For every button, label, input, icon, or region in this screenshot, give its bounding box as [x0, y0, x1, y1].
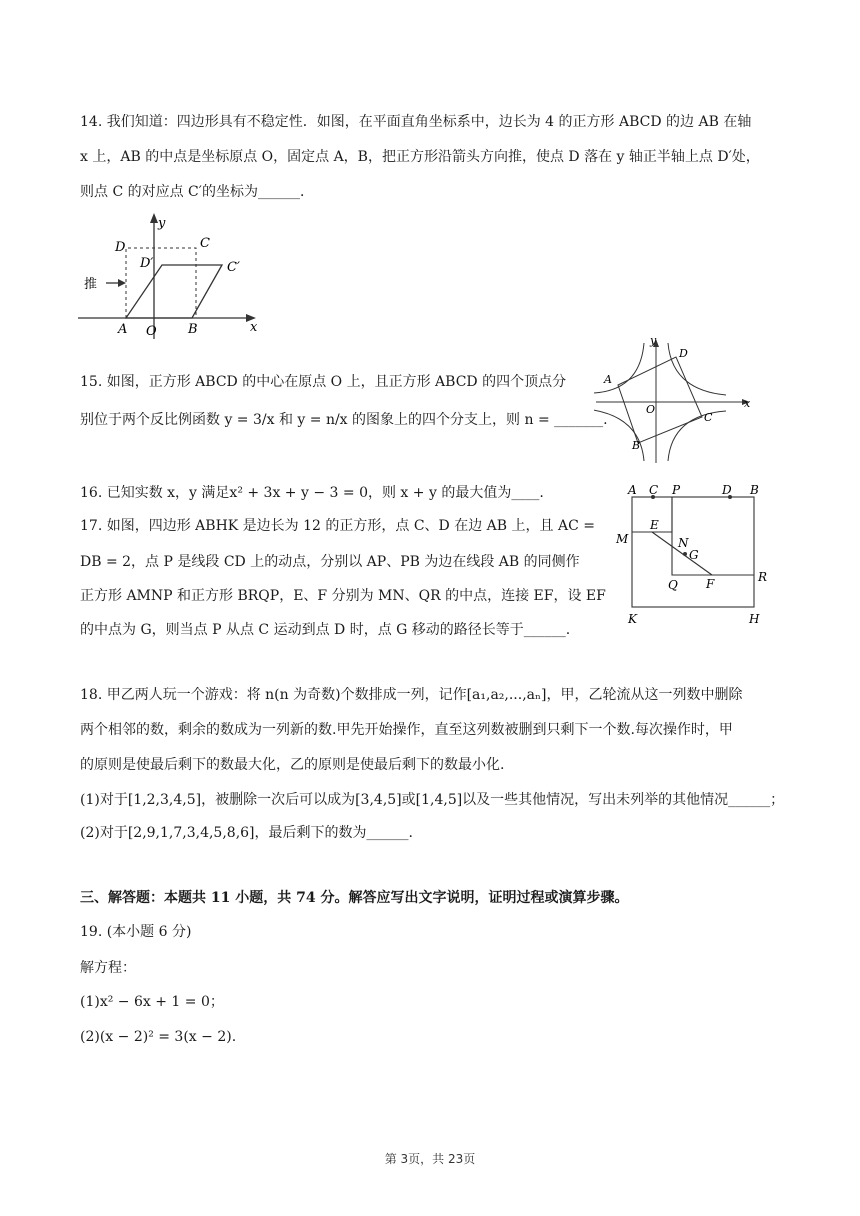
- q17-label-P: P: [672, 483, 681, 497]
- q19-line-2: 解方程：: [80, 960, 136, 976]
- q15-label-C: C: [704, 411, 713, 424]
- q14-label-push: 推: [84, 277, 98, 292]
- page-footer: 第 3页，共 23页: [384, 1152, 476, 1166]
- q14-label-C: C: [200, 236, 210, 251]
- q17-label-H: H: [749, 612, 760, 626]
- q17-label-E: E: [650, 518, 659, 532]
- q17-label-Q: Q: [668, 578, 678, 592]
- q18-line-1: 18. 甲乙两人玩一个游戏：将 n(n 为奇数)个数排成一列，记作[a₁,a₂,...,aₙ]，甲，乙轮流从这一列数中删除: [80, 687, 743, 703]
- q19-line-1: 19. (本小题 6 分): [80, 924, 192, 940]
- q17-figure: [612, 482, 772, 627]
- q14-label-C1: C′: [227, 260, 240, 275]
- q15-line-2: 别位于两个反比例函数 y = 3/x 和 y = n/x 的图象上的四个分支上，则 n = _______.: [80, 412, 608, 428]
- q17-line-1: 17. 如图，四边形 ABHK 是边长为 12 的正方形，点 C、D 在边 AB 上，且 AC =: [80, 518, 595, 534]
- q17-label-N: N: [678, 536, 689, 550]
- q14-label-D: D: [115, 240, 126, 255]
- q19-line-3: (1)x² − 6x + 1 = 0；: [80, 994, 224, 1010]
- q17-label-R: R: [758, 570, 768, 584]
- section3-title: 三、解答题：本题共 11 小题，共 74 分。解答应写出文字说明，证明过程或演算步骤。: [80, 890, 629, 906]
- q14-label-x: x: [250, 320, 258, 335]
- q14-label-B: B: [188, 322, 198, 337]
- q14-line-3: 则点 C 的对应点 C′的坐标为______．: [80, 184, 314, 200]
- q15-label-B: B: [632, 439, 641, 452]
- q14-label-D1: D′: [140, 256, 154, 271]
- q14-line-1: 14. 我们知道：四边形具有不稳定性．如图，在平面直角坐标系中，边长为 4 的正方形 ABCD 的边 AB 在轴: [80, 114, 752, 130]
- q14-label-A: A: [118, 322, 128, 337]
- q17-label-M: M: [616, 532, 629, 546]
- q14-label-O: O: [146, 324, 157, 339]
- q17-label-C: C: [649, 483, 659, 497]
- q15-label-A: A: [604, 373, 612, 386]
- q18-line-5: (2)对于[2,9,1,7,3,4,5,8,6]，最后剩下的数为______.: [80, 825, 413, 841]
- q17-label-A: A: [628, 483, 637, 497]
- q17-label-G: G: [689, 548, 699, 562]
- q17-line-4: 的中点为 G，则当点 P 从点 C 运动到点 D 时，点 G 移动的路径长等于______.: [80, 622, 571, 638]
- q16-line-1: 16. 已知实数 x，y 满足x² + 3x + y − 3 = 0，则 x + y 的最大值为____.: [80, 485, 544, 501]
- q18-line-2: 两个相邻的数，剩余的数成为一列新的数.甲先开始操作，直至这列数被删到只剩下一个数.每次操作时，甲: [80, 722, 733, 738]
- q17-label-K: K: [628, 612, 637, 626]
- q14-label-y: y: [158, 216, 166, 231]
- q15-label-x: x: [744, 397, 751, 410]
- q14-line-2: x 上，AB 的中点是坐标原点 O，固定点 A，B，把正方形沿箭头方向推，使点 D 落在 y 轴正半轴上点 D′处，: [80, 149, 760, 165]
- q17-line-2: DB = 2，点 P 是线段 CD 上的动点，分别以 AP、PB 为边在线段 AB 的同侧作: [80, 554, 580, 570]
- q17-label-B: B: [750, 483, 759, 497]
- q15-line-1: 15. 如图，正方形 ABCD 的中心在原点 O 上，且正方形 ABCD 的四个顶点分: [80, 374, 567, 390]
- q17-line-3: 正方形 AMNP 和正方形 BRQP，E、F 分别为 MN、QR 的中点，连接 EF，设 EF: [80, 588, 606, 604]
- q14-figure: [76, 205, 266, 345]
- q19-line-4: (2)(x − 2)² = 3(x − 2).: [80, 1029, 237, 1045]
- q18-line-4: (1)对于[1,2,3,4,5]，被删除一次后可以成为[3,4,5]或[1,4,5]以及一些其他情况，写出未列举的其他情况______；: [80, 792, 785, 808]
- q17-label-F: F: [706, 577, 715, 591]
- q15-label-y: y: [650, 335, 657, 347]
- q18-line-3: 的原则是使最后剩下的数最大化，乙的原则是使最后剩下的数最小化.: [80, 757, 505, 773]
- q17-label-D: D: [722, 483, 732, 497]
- q15-label-D: D: [679, 347, 688, 360]
- q15-figure: [594, 335, 754, 467]
- q15-label-O: O: [646, 403, 656, 416]
